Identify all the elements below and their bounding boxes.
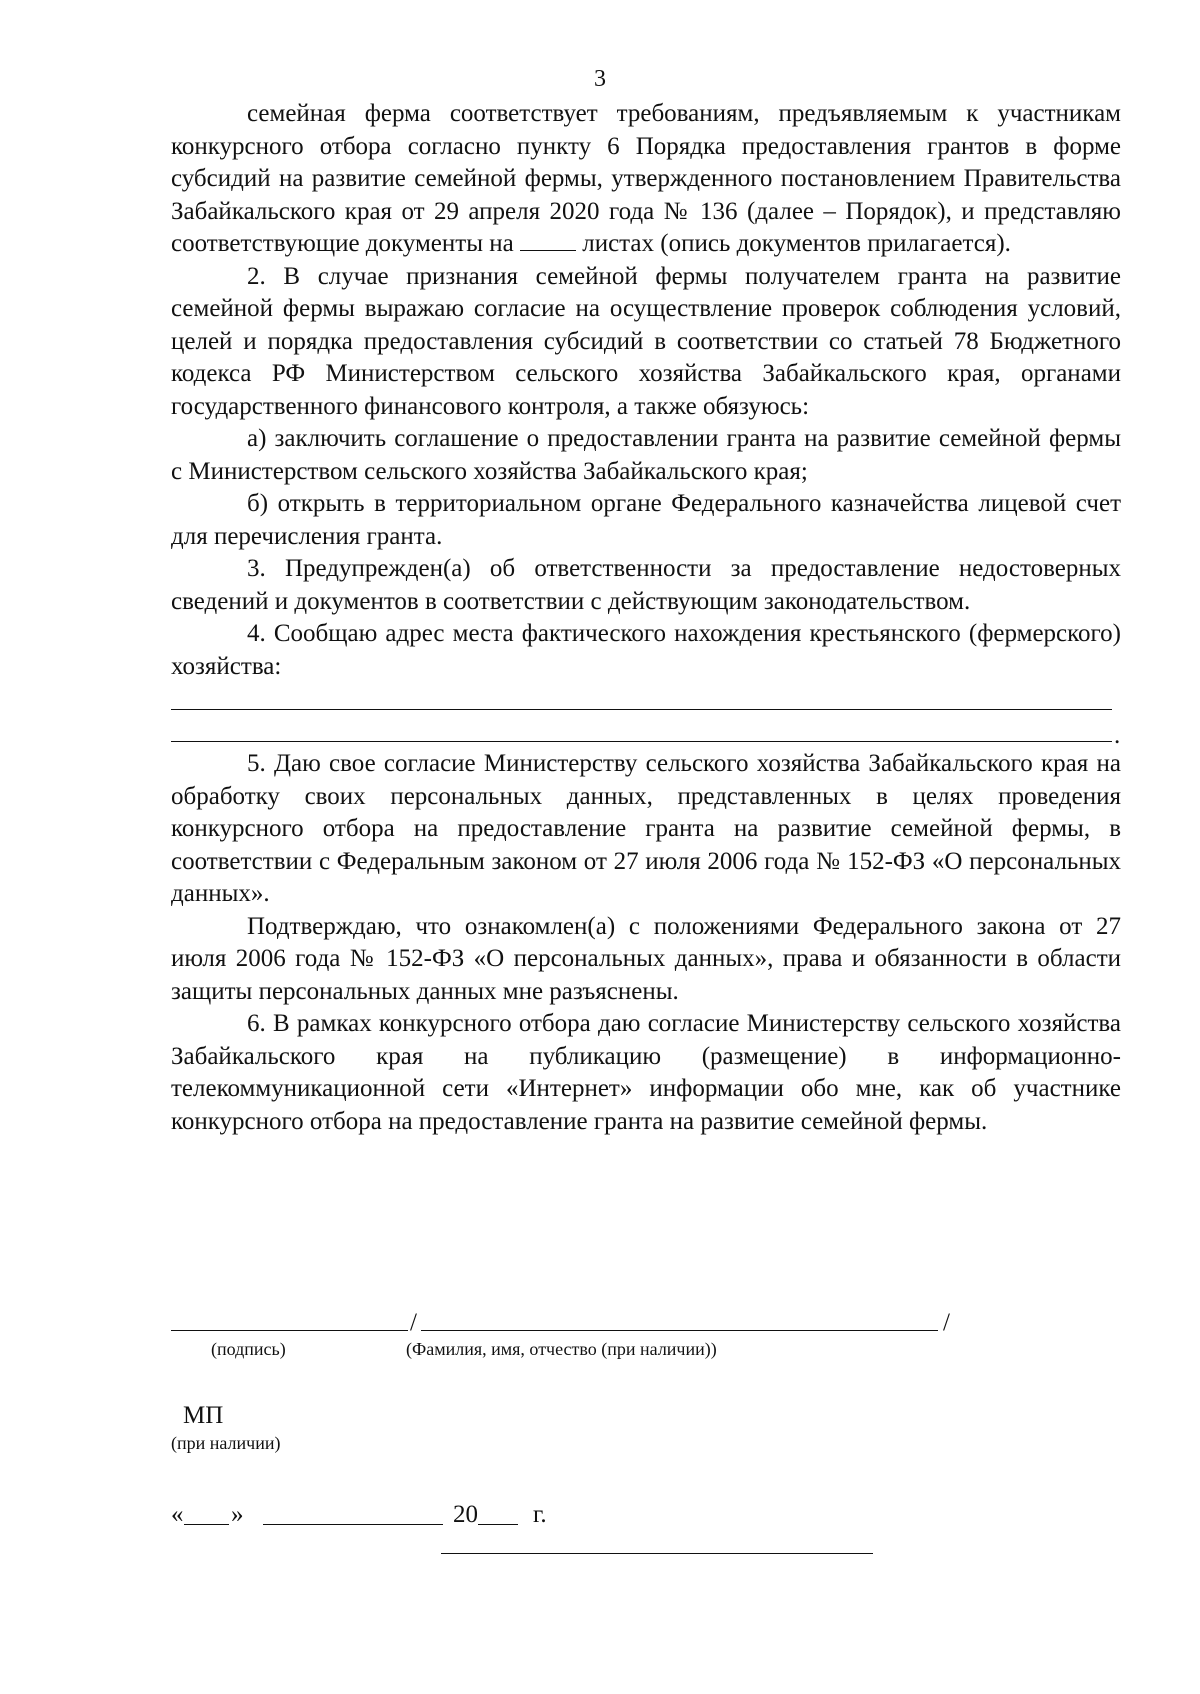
year-prefix: 20 xyxy=(453,1501,478,1528)
month-blank[interactable] xyxy=(263,1524,443,1525)
day-blank[interactable] xyxy=(184,1524,229,1525)
paragraph-3: 3. Предупрежден(а) об ответственности за предоставление недостоверных сведений и документов в соответствии с действующим законодательством. xyxy=(171,555,1121,615)
year-suffix: г. xyxy=(533,1501,547,1528)
paragraph-5b: Подтверждаю, что ознакомлен(а) с положениями Федерального закона от 27 июля 2006 года № 152-ФЗ «О персональных данных», права и обязанности в области защиты персональных данных мне разъяснены. xyxy=(171,912,1121,1005)
name-caption: (Фамилия, имя, отчество (при наличии)) xyxy=(406,1339,717,1359)
paragraph-4: 4. Сообщаю адрес места фактического нахождения крестьянского (фермерского) хозяйства: xyxy=(171,620,1121,680)
sheet-count-blank[interactable] xyxy=(520,230,576,251)
page-number: 3 xyxy=(594,66,606,92)
stamp-label: МП xyxy=(183,1402,224,1429)
name-line[interactable] xyxy=(421,1330,938,1331)
paragraph-1 xyxy=(171,98,1121,261)
paragraph-1-text: семейная ферма соответствует требованиям, предъявляемым к участникам конкурсного отбора согласно пункту 6 Порядка предоставления грантов в форме субсидий на развитие семейной фермы, утвержденного постановлением Правительства Забайкальского края от 29 апреля 2020 года № 136 (далее – Порядок), и представляю соответствующие документы на xyxy=(171,100,1121,257)
signature-block xyxy=(171,1308,950,1368)
paragraph-2a: а) заключить соглашение о предоставлении гранта на развитие семейной фермы с Министерством сельского хозяйства Забайкальского края; xyxy=(171,425,1121,485)
signature-line[interactable] xyxy=(171,1330,408,1331)
signature-caption: (подпись) xyxy=(211,1339,286,1359)
address-rule-2 xyxy=(171,741,1112,742)
bottom-signature-line[interactable] xyxy=(441,1553,873,1554)
date-close-quote: » xyxy=(231,1501,244,1528)
address-line-2[interactable] xyxy=(171,716,1121,749)
signature-slash-1: / xyxy=(410,1309,417,1336)
paragraph-2: 2. В случае признания семейной фермы получателем гранта на развитие семейной фермы выражаю согласие на осуществление проверок соблюдения условий, целей и порядка предоставления субсидий в соответствии со статьей 78 Бюджетного кодекса РФ Министерством сельского хозяйства Забайкальского края, органами государственного финансового контроля, а также обязуюсь: xyxy=(171,262,1121,420)
paragraph-5: 5. Даю свое согласие Министерству сельского хозяйства Забайкальского края на обработку своих персональных данных, представленных в целях проведения конкурсного отбора на предоставление гранта на развитие семейной фермы, в соответствии с Федеральным законом от 27 июля 2006 года № 152-ФЗ «О персональных данных». xyxy=(171,750,1121,907)
document-body xyxy=(171,98,1121,1138)
date-open-quote: « xyxy=(171,1501,184,1528)
signature-slash-2: / xyxy=(943,1309,950,1336)
year-blank[interactable] xyxy=(478,1524,518,1525)
address-line-1[interactable] xyxy=(171,683,1121,716)
address-rule-1 xyxy=(171,709,1112,710)
date-row xyxy=(171,1500,771,1532)
paragraph-2b: б) открыть в территориальном органе Федерального казначейства лицевой счет для перечисления гранта. xyxy=(171,490,1121,550)
stamp-note: (при наличии) xyxy=(171,1433,281,1453)
paragraph-1-tail: листах (опись документов прилагается). xyxy=(582,230,1011,257)
address-end-period: . xyxy=(1114,722,1121,749)
paragraph-6: 6. В рамках конкурсного отбора даю согласие Министерству сельского хозяйства Забайкальского края на публикацию (размещение) в информационно-телекоммуникационной сети «Интернет» информации обо мне, как об участнике конкурсного отбора на предоставление гранта на развитие семейной фермы. xyxy=(171,1010,1121,1135)
